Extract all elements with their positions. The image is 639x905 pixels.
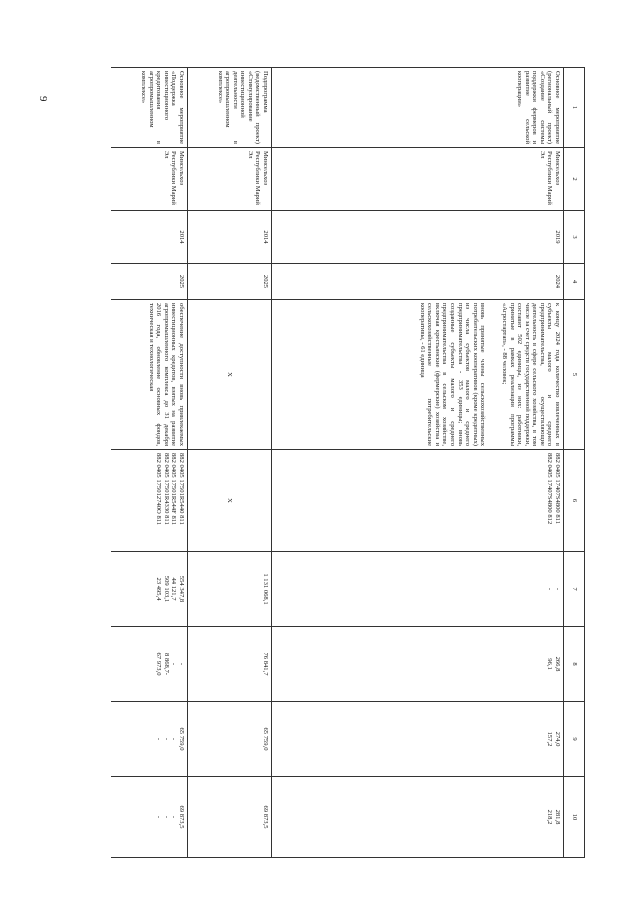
amount-value: 157,2 bbox=[546, 731, 554, 747]
col-header: 5 bbox=[564, 300, 585, 450]
budget-code-line: 882 0405 17407S4800 812 bbox=[546, 453, 554, 525]
amount-col10: 69 873,5 bbox=[188, 777, 272, 858]
amount-value: 281,8 bbox=[554, 809, 561, 825]
amount-value: 96,1 bbox=[546, 658, 554, 670]
end-year: 2024 bbox=[272, 264, 564, 300]
amount-value: 44 121,7 bbox=[170, 577, 178, 601]
amount-value: - bbox=[170, 737, 178, 741]
col-header: 1 bbox=[564, 68, 585, 148]
amount-value: - bbox=[162, 737, 170, 741]
end-year: 2025 bbox=[188, 264, 272, 300]
col-header: 8 bbox=[564, 627, 585, 702]
amount-value: - bbox=[554, 587, 561, 591]
amount-value: - bbox=[546, 587, 554, 591]
result-part-2: вновь принятые члены сельскохозяйственных потребительских кооперативов (кроме кредитных) из числа субъектов малого и среднего предпринимательства - 353 единицы; вновь созданные субъекты малого и среднего предпринимательства в сельском хозяйстве, включая крестьянские (фермерские) хозяйства и сельскохозяйственные потребительские кооперативы, - 61 единица bbox=[418, 303, 487, 446]
col-header: 6 bbox=[564, 450, 585, 552]
amount-col8 bbox=[272, 627, 564, 702]
budget-code-line: 882 0405 17501R544F 811 bbox=[170, 453, 178, 526]
amount-value: - bbox=[170, 815, 178, 819]
amount-col7: 1 131 068,1 bbox=[188, 552, 272, 627]
amount-value: 65 759,0 bbox=[178, 727, 185, 751]
amount-col8 bbox=[112, 627, 188, 702]
amount-col7 bbox=[272, 552, 564, 627]
amount-value: 509 103,1 bbox=[162, 575, 170, 603]
start-year: 2014 bbox=[112, 211, 188, 264]
budget-code-line: 882 0405 17501R4330 811 bbox=[162, 453, 170, 525]
program-name: Основное мероприятие (региональный проект) «Создание системы поддержки фермеров и развитие сельской кооперации» bbox=[272, 68, 564, 148]
amount-value: - bbox=[178, 662, 185, 666]
amount-value: - bbox=[170, 662, 178, 666]
col-header: 4 bbox=[564, 264, 585, 300]
amount-value: 274,0 bbox=[554, 731, 561, 747]
col-header: 7 bbox=[564, 552, 585, 627]
result-part-1: к концу 2024 года количество вовлеченных в субъекты малого и среднего предпринимательства, осуществляющие деятельность в сфере сельского хозяйства, в том числе за счет средств государственной поддержки, составит 502 единицы, из них: работники, принятые в рамках реализации программы «Агростартап», - 88 человек; bbox=[500, 303, 561, 446]
expected-result: обеспечение доступности вновь привлекаемых инвестиционных кредитов, взятых на развитие агропромышленного комплекса до 31 декабря 2016 года, обновление основных фондов, техническая и технологическая bbox=[112, 300, 188, 450]
amount-value: 67 973,0 bbox=[155, 652, 163, 676]
col-header: 9 bbox=[564, 702, 585, 777]
col-header: 2 bbox=[564, 148, 585, 211]
page-number: 9 bbox=[37, 96, 49, 102]
program-name: Основное мероприятие «Поддержка инвестиционного кредитования в агропромышленном комплексе» bbox=[112, 68, 188, 148]
amount-col9 bbox=[112, 702, 188, 777]
amount-col10 bbox=[112, 777, 188, 858]
amount-value: 23 495,4 bbox=[155, 577, 163, 601]
program-table bbox=[112, 67, 586, 858]
amount-value: 266,8 bbox=[554, 656, 561, 672]
budget-code: X bbox=[188, 450, 272, 552]
amount-value: - bbox=[162, 815, 170, 819]
amount-value: 8 868,7- bbox=[162, 653, 170, 675]
amount-value: - bbox=[155, 815, 163, 819]
executor: Минсельхоз Республики Марий Эл bbox=[272, 148, 564, 211]
amount-col9 bbox=[272, 702, 564, 777]
budget-code bbox=[112, 450, 188, 552]
executor: Минсельхоз Республики Марий Эл bbox=[188, 148, 272, 211]
budget-code-line: 882 0405 17407S4800 811 bbox=[554, 453, 561, 525]
program-name: Подпрограмма (ведомственный проект) «Стимулирование инвестиционной деятельности в агропромышленном комплексе» bbox=[188, 68, 272, 148]
col-header: 3 bbox=[564, 211, 585, 264]
amount-value: - bbox=[155, 737, 163, 741]
amount-col8: 76 841,7 bbox=[188, 627, 272, 702]
header-row bbox=[564, 68, 585, 858]
table-row bbox=[272, 68, 564, 858]
document-body bbox=[113, 67, 585, 857]
budget-code bbox=[272, 450, 564, 552]
expected-result: X bbox=[188, 300, 272, 450]
amount-value: 554 347,8 bbox=[178, 575, 185, 603]
amount-col7 bbox=[112, 552, 188, 627]
col-header: 10 bbox=[564, 777, 585, 858]
amount-value: 218,2 bbox=[546, 809, 554, 825]
end-year: 2025 bbox=[112, 264, 188, 300]
amount-col9: 65 759,0 bbox=[188, 702, 272, 777]
budget-code-line: 882 0405 175012740O 811 bbox=[155, 453, 163, 526]
budget-code-line: 882 0405 17501R5440 811 bbox=[178, 453, 185, 525]
amount-col10 bbox=[272, 777, 564, 858]
amount-value: 69 873,5 bbox=[178, 805, 185, 829]
table-row bbox=[188, 68, 272, 858]
executor: Минсельхоз Республики Марий Эл bbox=[112, 148, 188, 211]
table-row bbox=[112, 68, 188, 858]
start-year: 2019 bbox=[272, 211, 564, 264]
expected-result bbox=[272, 300, 564, 450]
start-year: 2014 bbox=[188, 211, 272, 264]
